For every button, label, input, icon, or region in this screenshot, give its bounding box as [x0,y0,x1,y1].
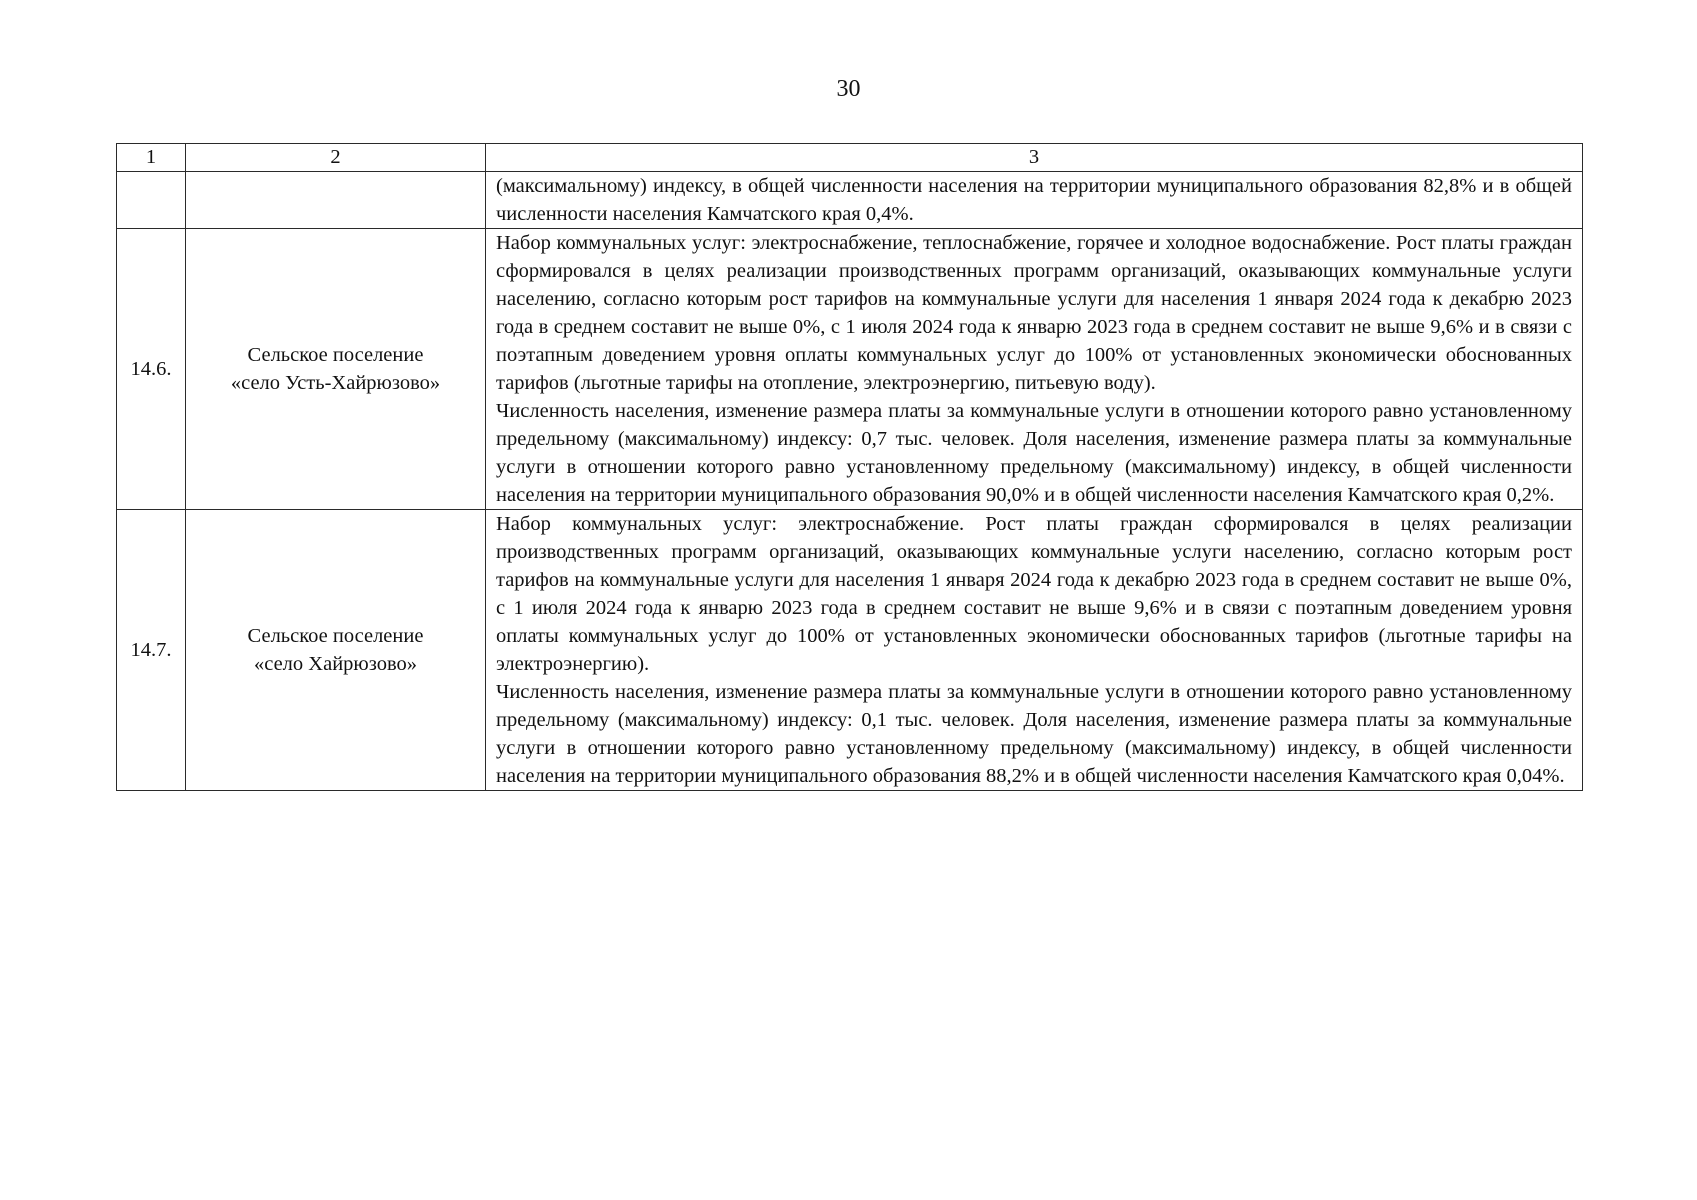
table-row [117,172,1583,229]
table-row [117,510,1583,791]
page-number: 30 [836,76,861,102]
row-description [486,510,1583,791]
row-description [486,229,1583,510]
table-row [117,229,1583,510]
row-number: 14.7. [117,510,186,791]
municipality-name-line2: «село Хайрюзово» [253,653,417,675]
municipality-name-line1: Сельское поселение [247,344,424,366]
municipality-name-line1: Сельское поселение [247,625,424,647]
description-paragraph: Набор коммунальных услуг: электроснабжение, теплоснабжение, горячее и холодное водоснабжение. Рост платы граждан сформировался в целях реализации производственных программ организаций, оказывающих коммунальные услуги населению, согласно которым рост тарифов на коммунальные услуги для населения 1 января 2024 года к декабрю 2023 года в среднем составит не выше 0%, с 1 июля 2024 года к январю 2023 года в среднем составит не выше 9,6% и в связи с поэтапным доведением уровня оплаты коммунальных услуг до 100% от установленных экономически обоснованных тарифов (льготные тарифы на отопление, электроэнергию, питьевую воду). [496,232,1572,394]
description-paragraph: Численность населения, изменение размера платы за коммунальные услуги в отношении которого равно установленному предельному (максимальному) индексу: 0,1 тыс. человек. Доля населения, изменение размера платы за коммунальные услуги в отношении которого равно установленному предельному (максимальному) индексу, в общей численности населения на территории муниципального образования 88,2% и в общей численности населения Камчатского края 0,04%. [496,681,1572,787]
column-header-description: 3 [486,144,1583,172]
municipality-name-line2: «село Усть-Хайрюзово» [230,372,441,394]
row-description [486,172,1583,229]
row-number: 14.6. [117,229,186,510]
municipality-name [186,229,486,510]
description-paragraph: Набор коммунальных услуг: электроснабжение. Рост платы граждан сформировался в целях реализации производственных программ организаций, оказывающих коммунальные услуги населению, согласно которым рост тарифов на коммунальные услуги для населения 1 января 2024 года к декабрю 2023 года в среднем составит не выше 0%, с 1 июля 2024 года к январю 2023 года в среднем составит не выше 9,6% и в связи с поэтапным доведением уровня оплаты коммунальных услуг до 100% от установленных экономически обоснованных тарифов (льготные тарифы на электроэнергию). [496,513,1572,675]
tariff-table [116,143,1583,791]
municipality-name [186,172,486,229]
description-paragraph: (максимальному) индексу, в общей численности населения на территории муниципального образования 82,8% и в общей численности населения Камчатского края 0,4%. [496,175,1572,225]
row-number [117,172,186,229]
column-header-number: 1 [117,144,186,172]
table-header-row [117,144,1583,172]
description-paragraph: Численность населения, изменение размера платы за коммунальные услуги в отношении которого равно установленному предельному (максимальному) индексу: 0,7 тыс. человек. Доля населения, изменение размера платы за коммунальные услуги в отношении которого равно установленному предельному (максимальному) индексу, в общей численности населения на территории муниципального образования 90,0% и в общей численности населения Камчатского края 0,2%. [496,400,1572,506]
municipality-name [186,510,486,791]
column-header-municipality: 2 [186,144,486,172]
